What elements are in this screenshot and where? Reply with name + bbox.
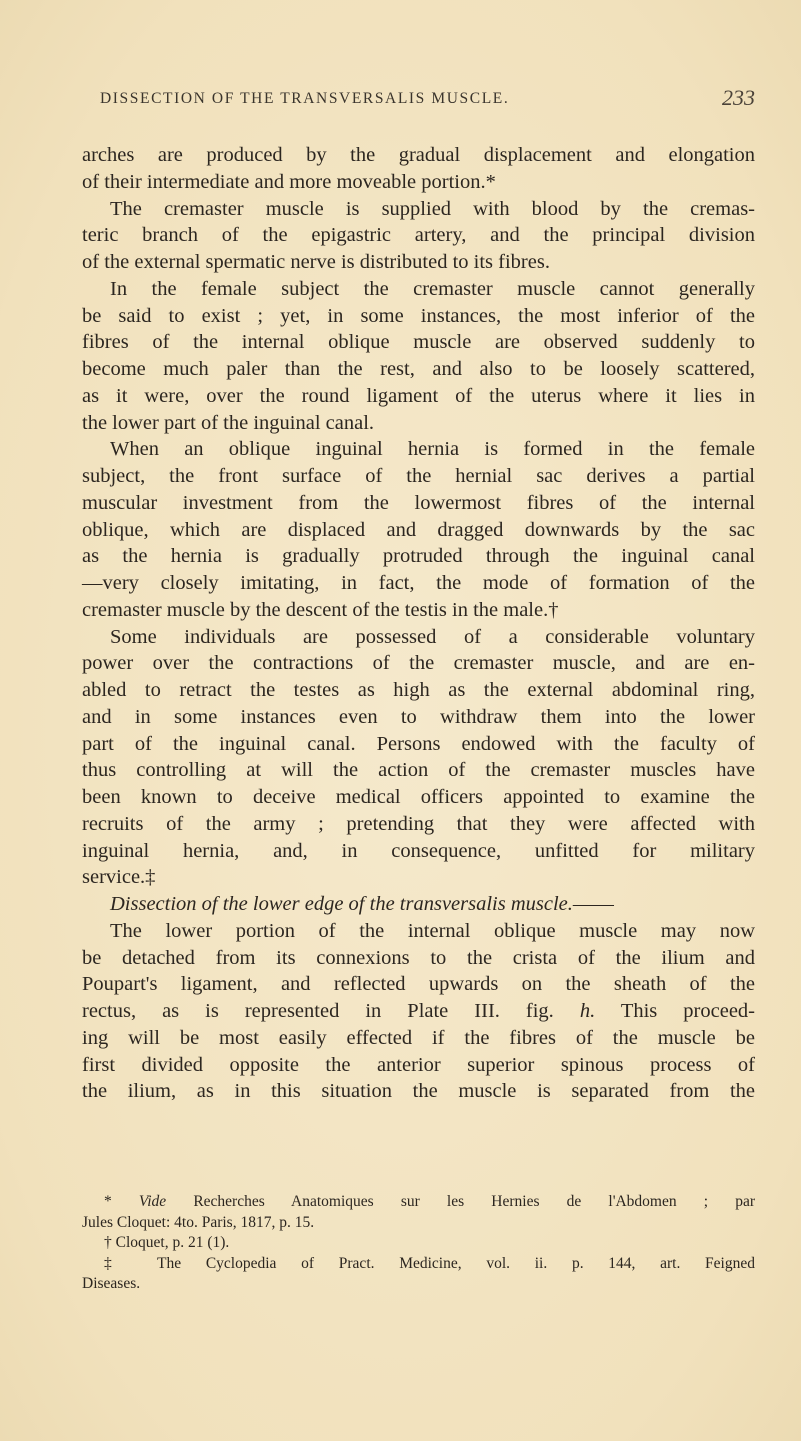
text-run: Recherches Anatomiques sur les Hernies de l'Abdomen ; par xyxy=(166,1193,756,1210)
text-line xyxy=(82,1052,755,1079)
text-line xyxy=(82,356,755,383)
italic-text: Vide xyxy=(138,1193,167,1210)
text-run: the ilium, as in this situation the muscle is separated from the xyxy=(82,1080,755,1103)
text-run: fibres of the internal oblique muscle are observed suddenly to xyxy=(82,331,755,354)
text-line xyxy=(82,624,755,651)
text-run: of the external spermatic nerve is distributed to its fibres. xyxy=(82,251,550,273)
text-line xyxy=(82,142,755,169)
text-run: * xyxy=(104,1193,139,1210)
text-line xyxy=(82,731,755,758)
text-run: The lower portion of the internal oblique muscle may now xyxy=(110,919,755,942)
text-line xyxy=(82,517,755,544)
footnote-line xyxy=(82,1274,755,1295)
text-line xyxy=(82,704,755,731)
text-line xyxy=(82,918,755,945)
text-run: and in some instances even to withdraw them into the lower xyxy=(82,705,755,728)
text-run: —very closely imitating, in fact, the mode of formation of the xyxy=(82,572,755,594)
text-line xyxy=(82,463,755,490)
text-run: rectus, as is represented in Plate III. fig. xyxy=(82,1000,580,1022)
text-run: become much paler than the rest, and also to be loosely scattered, xyxy=(82,358,755,380)
text-line xyxy=(82,677,755,704)
text-line xyxy=(82,811,755,838)
text-run: abled to retract the testes as high as the external abdominal ring, xyxy=(82,679,755,701)
text-run: The cremaster muscle is supplied with blood by the cremas- xyxy=(110,197,755,220)
italic-text: Dissection of the lower edge of the transversalis muscle. xyxy=(110,893,573,915)
text-run: This proceed- xyxy=(595,1000,756,1022)
text-run: recruits of the army ; pretending that they were affected with xyxy=(82,812,755,835)
running-title: DISSECTION OF THE TRANSVERSALIS MUSCLE. xyxy=(100,90,510,107)
text-run: —— xyxy=(572,893,614,915)
text-run: subject, the front surface of the hernial sac derives a partial xyxy=(82,465,755,487)
footnote-line xyxy=(82,1254,755,1275)
text-line xyxy=(82,196,755,223)
footnote-line xyxy=(82,1213,755,1234)
text-line xyxy=(82,543,755,570)
text-run: power over the contractions of the cremaster muscle, and are en- xyxy=(82,652,755,675)
text-run: cremaster muscle by the descent of the testis in the male.† xyxy=(82,598,559,621)
text-run: been known to deceive medical officers appointed to examine the xyxy=(82,786,755,808)
text-line xyxy=(82,410,755,437)
text-line xyxy=(82,249,755,276)
text-run: Poupart's ligament, and reflected upwards on the sheath of the xyxy=(82,973,755,996)
text-run: thus controlling at will the action of the cremaster muscles have xyxy=(82,759,755,782)
text-line xyxy=(82,864,755,891)
footnote-line xyxy=(82,1192,755,1213)
text-line xyxy=(82,838,755,865)
text-run: † Cloquet, p. 21 (1). xyxy=(104,1234,230,1251)
page-number: 233 xyxy=(722,85,755,110)
footnotes xyxy=(82,1192,755,1295)
text-line xyxy=(82,436,755,463)
text-run: oblique, which are displaced and dragged downwards by the sac xyxy=(82,518,755,541)
text-run: be detached from its connexions to the crista of the ilium and xyxy=(82,946,755,969)
text-line xyxy=(82,276,755,303)
text-run: teric branch of the epigastric artery, and the principal division xyxy=(82,224,755,247)
text-run: of their intermediate and more moveable portion.* xyxy=(82,170,496,193)
text-run: part of the inguinal canal. Persons endowed with the faculty of xyxy=(82,732,755,755)
body-text xyxy=(82,142,755,1105)
footnote-line xyxy=(82,1233,755,1254)
text-run: ing will be most easily effected if the fibres of the muscle be xyxy=(82,1026,755,1049)
text-line xyxy=(82,650,755,677)
text-line xyxy=(82,383,755,410)
text-run: the lower part of the inguinal canal. xyxy=(82,411,375,434)
text-line xyxy=(82,1025,755,1052)
text-run: service.‡ xyxy=(82,866,156,889)
text-line xyxy=(82,222,755,249)
text-line xyxy=(82,169,755,196)
text-run: muscular investment from the lowermost fibres of the internal xyxy=(82,491,755,514)
text-line xyxy=(82,971,755,998)
text-run: ‡ The Cyclopedia of Pract. Medicine, vol. ii. p. 144, art. Feigned xyxy=(104,1254,755,1272)
running-header xyxy=(100,86,755,116)
text-line xyxy=(82,329,755,356)
text-run: as it were, over the round ligament of the uterus where it lies in xyxy=(82,384,755,407)
text-run: arches are produced by the gradual displacement and elongation xyxy=(82,144,755,166)
text-line xyxy=(82,945,755,972)
italic-text: h. xyxy=(579,1000,596,1022)
text-line xyxy=(82,597,755,624)
text-run: Diseases. xyxy=(82,1275,141,1292)
text-run: Some individuals are possessed of a considerable voluntary xyxy=(110,625,755,648)
text-run: In the female subject the cremaster muscle cannot generally xyxy=(110,277,755,300)
text-line xyxy=(82,891,755,918)
text-line xyxy=(82,490,755,517)
text-run: be said to exist ; yet, in some instances, the most inferior of the xyxy=(82,304,755,327)
text-line xyxy=(82,784,755,811)
text-line xyxy=(82,757,755,784)
text-line xyxy=(82,1078,755,1105)
text-run: Jules Cloquet: 4to. Paris, 1817, p. 15. xyxy=(82,1213,315,1231)
text-run: as the hernia is gradually protruded through the inguinal canal xyxy=(82,545,755,568)
text-run: inguinal hernia, and, in consequence, unfitted for military xyxy=(82,839,755,862)
text-line xyxy=(82,570,755,597)
text-run: first divided opposite the anterior superior spinous process of xyxy=(82,1053,755,1076)
text-run: When an oblique inguinal hernia is formed in the female xyxy=(110,438,755,461)
text-line xyxy=(82,998,755,1025)
text-line xyxy=(82,303,755,330)
